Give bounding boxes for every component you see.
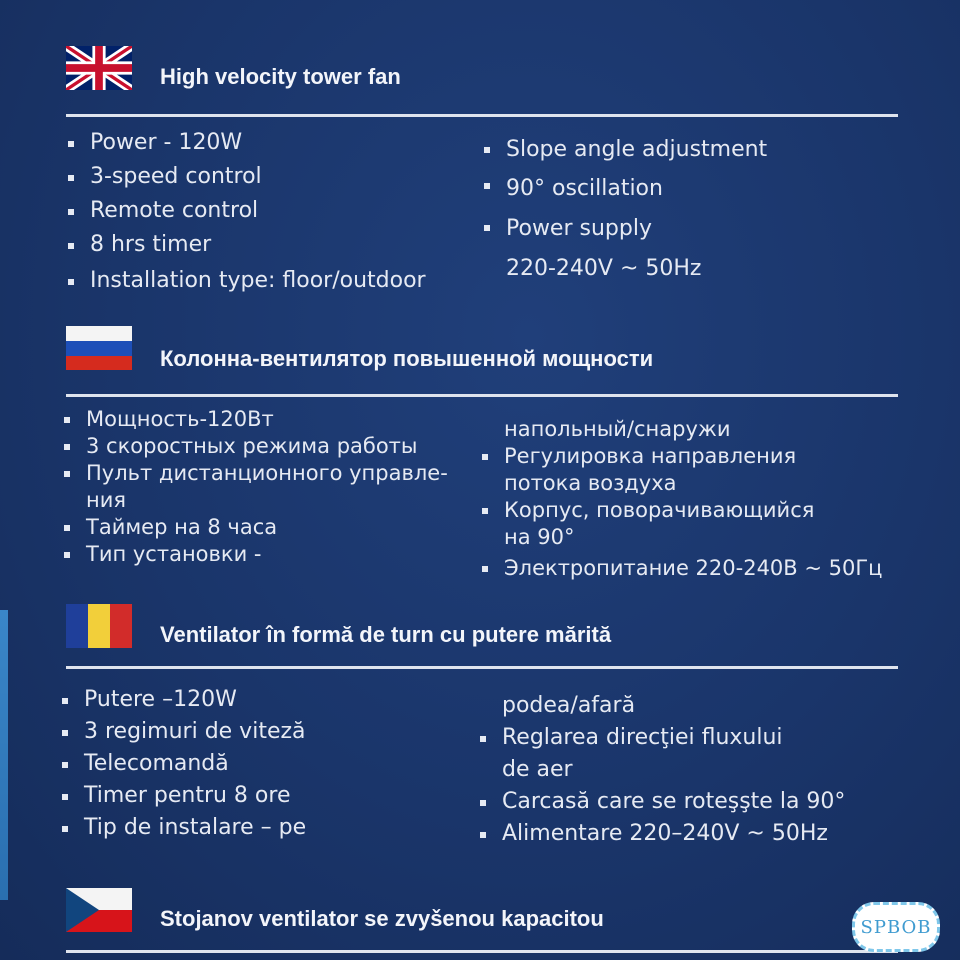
czech-flag-icon <box>66 888 132 932</box>
spec-item: 8 hrs timer <box>66 228 426 262</box>
heading-russian: Колонна-вентилятор повышенной мощности <box>160 346 654 371</box>
spec-item: потока воздуха <box>504 471 677 495</box>
spec-item: Электропитание 220-240В ~ 50Гц <box>480 555 882 582</box>
spec-list-right-romanian <box>478 690 845 850</box>
spec-item: Telecomandă <box>60 748 306 780</box>
spec-item: podea/afară <box>502 693 636 718</box>
spec-item: на 90° <box>504 525 575 549</box>
spec-item: 3-speed control <box>66 160 426 194</box>
spec-item: Регулировка направления <box>480 443 882 470</box>
spec-item: Remote control <box>66 194 426 228</box>
spec-item: Carcasă care se roteşşte la 90° <box>478 786 845 818</box>
spec-item: de aer <box>502 757 573 782</box>
spec-item: Reglarea direcţiei fluxului <box>478 722 845 754</box>
spec-item: Power - 120W <box>66 126 426 160</box>
spec-list-left-russian <box>62 406 448 568</box>
spec-item: Power supply <box>482 210 767 248</box>
spec-item: 220-240V ~ 50Hz <box>506 256 702 281</box>
spec-item: Пульт дистанционного управле- <box>62 460 448 487</box>
spec-item: Мощность-120Вт <box>62 406 448 433</box>
spec-item: 3 скоростных режима работы <box>62 433 448 460</box>
edge-strip <box>0 610 8 900</box>
spec-item: Alimentare 220–240V ~ 50Hz <box>478 818 845 850</box>
spec-item: Slope angle adjustment <box>482 132 767 168</box>
spec-list-left-romanian <box>60 684 306 844</box>
divider-english <box>66 114 898 117</box>
spec-item: Корпус, поворачивающийся <box>480 497 882 524</box>
uk-flag-icon <box>66 46 132 90</box>
divider-russian <box>66 394 898 397</box>
spec-item: 3 regimuri de viteză <box>60 716 306 748</box>
spec-item: ния <box>86 488 127 512</box>
spec-item: Installation type: floor/outdoor <box>66 264 426 298</box>
heading-czech: Stojanov ventilator se zvyšenou kapacitou <box>160 906 604 931</box>
spec-item: Tip de instalare – pe <box>60 812 306 844</box>
russia-flag-icon <box>66 326 132 370</box>
heading-romanian: Ventilator în formă de turn cu putere mărită <box>160 622 612 647</box>
divider-romanian <box>66 666 898 669</box>
spec-item: 90° oscillation <box>482 168 767 210</box>
spec-item: Putere –120W <box>60 684 306 716</box>
watermark-badge: SPBOB <box>852 902 940 952</box>
spec-item: напольный/снаружи <box>504 417 731 441</box>
romania-flag-icon <box>66 604 132 648</box>
heading-english: High velocity tower fan <box>160 64 401 89</box>
spec-item: Тип установки - <box>62 541 448 568</box>
spec-list-left-english <box>66 126 426 298</box>
spec-item: Timer pentru 8 ore <box>60 780 306 812</box>
spec-item: Таймер на 8 часа <box>62 514 448 541</box>
spec-list-right-english <box>482 132 767 290</box>
divider-czech <box>66 950 898 953</box>
spec-list-right-russian <box>480 416 882 582</box>
